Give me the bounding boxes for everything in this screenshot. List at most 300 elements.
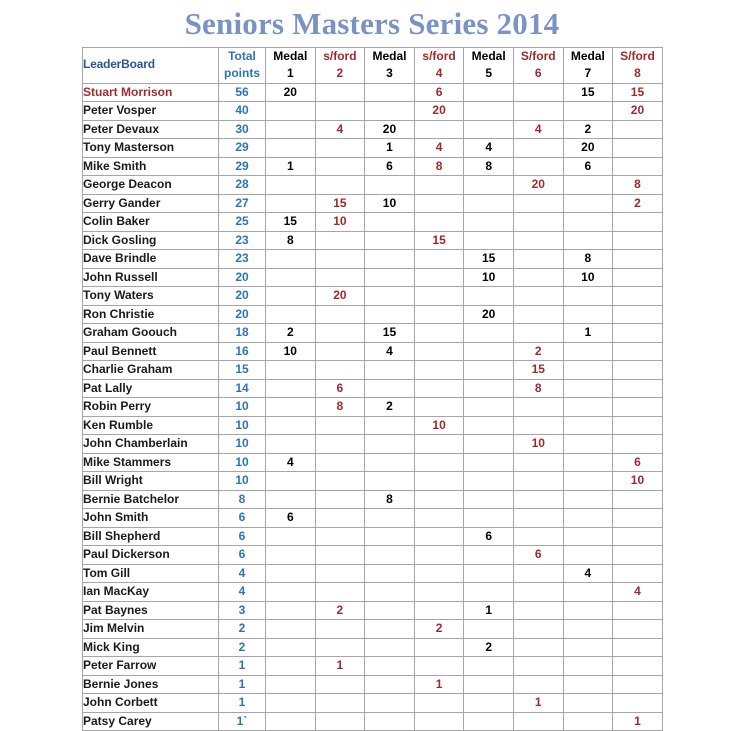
score-cell-event-5 — [464, 675, 514, 694]
score-cell-event-6 — [513, 712, 563, 731]
table-row — [83, 287, 663, 306]
score-cell-event-8 — [613, 287, 663, 306]
score-cell-event-8 — [613, 342, 663, 361]
column-header-leaderboard: LeaderBoard — [83, 47, 219, 83]
score-cell-event-1 — [266, 712, 316, 731]
page-title: Seniors Masters Series 2014 — [184, 6, 560, 41]
score-cell-event-7 — [563, 509, 613, 528]
score-cell-event-3 — [365, 638, 415, 657]
score-cell-event-2 — [315, 527, 365, 546]
score-cell-event-2: 20 — [315, 287, 365, 306]
score-cell-event-5: 6 — [464, 527, 514, 546]
player-total-points: 29 — [219, 139, 266, 158]
player-total-points: 10 — [219, 453, 266, 472]
score-cell-event-4 — [414, 342, 464, 361]
score-cell-event-8 — [613, 398, 663, 417]
score-cell-event-5 — [464, 342, 514, 361]
score-cell-event-5 — [464, 194, 514, 213]
table-row — [83, 305, 663, 324]
player-name: Bill Shepherd — [83, 527, 219, 546]
event-header-number: 2 — [336, 66, 344, 81]
table-row — [83, 509, 663, 528]
score-cell-event-8: 1 — [613, 712, 663, 731]
table-row — [83, 583, 663, 602]
player-name: Stuart Morrison — [83, 83, 219, 102]
score-cell-event-6 — [513, 250, 563, 269]
score-cell-event-7 — [563, 287, 613, 306]
score-cell-event-4 — [414, 694, 464, 713]
score-cell-event-6 — [513, 601, 563, 620]
score-cell-event-7 — [563, 490, 613, 509]
score-cell-event-3: 6 — [365, 157, 415, 176]
score-cell-event-8 — [613, 435, 663, 454]
score-cell-event-3 — [365, 416, 415, 435]
score-cell-event-1 — [266, 194, 316, 213]
event-header-type: Medal — [273, 48, 308, 63]
score-cell-event-2: 10 — [315, 213, 365, 232]
score-cell-event-5: 20 — [464, 305, 514, 324]
score-cell-event-8 — [613, 675, 663, 694]
score-cell-event-5 — [464, 416, 514, 435]
score-cell-event-3 — [365, 379, 415, 398]
player-name: Dave Brindle — [83, 250, 219, 269]
score-cell-event-7 — [563, 712, 613, 731]
score-cell-event-3 — [365, 546, 415, 565]
score-cell-event-3 — [365, 361, 415, 380]
player-name: Jim Melvin — [83, 620, 219, 639]
table-row — [83, 490, 663, 509]
score-cell-event-4: 10 — [414, 416, 464, 435]
score-cell-event-4 — [414, 268, 464, 287]
table-row — [83, 601, 663, 620]
score-cell-event-6 — [513, 657, 563, 676]
player-total-points: 1` — [219, 712, 266, 731]
column-header-event-5 — [464, 47, 514, 83]
score-cell-event-6 — [513, 620, 563, 639]
score-cell-event-5 — [464, 694, 514, 713]
score-cell-event-1 — [266, 564, 316, 583]
score-cell-event-7 — [563, 527, 613, 546]
player-total-points: 20 — [219, 287, 266, 306]
event-header-number: 5 — [485, 66, 493, 81]
score-cell-event-2 — [315, 139, 365, 158]
player-name: Peter Vosper — [83, 102, 219, 121]
score-cell-event-2: 4 — [315, 120, 365, 139]
score-cell-event-1 — [266, 472, 316, 491]
player-total-points: 23 — [219, 231, 266, 250]
score-cell-event-6: 20 — [513, 176, 563, 195]
score-cell-event-5: 8 — [464, 157, 514, 176]
score-cell-event-1 — [266, 102, 316, 121]
score-cell-event-7 — [563, 675, 613, 694]
score-cell-event-7 — [563, 194, 613, 213]
score-cell-event-1 — [266, 176, 316, 195]
table-row — [83, 176, 663, 195]
score-cell-event-4: 1 — [414, 675, 464, 694]
player-name: Charlie Graham — [83, 361, 219, 380]
score-cell-event-6 — [513, 564, 563, 583]
score-cell-event-2: 15 — [315, 194, 365, 213]
score-cell-event-3: 15 — [365, 324, 415, 343]
score-cell-event-1: 8 — [266, 231, 316, 250]
table-row — [83, 675, 663, 694]
score-cell-event-3 — [365, 268, 415, 287]
table-row — [83, 416, 663, 435]
score-cell-event-1 — [266, 638, 316, 657]
score-cell-event-2 — [315, 305, 365, 324]
player-name: Ron Christie — [83, 305, 219, 324]
score-cell-event-6: 10 — [513, 435, 563, 454]
table-row — [83, 712, 663, 731]
player-name: Bill Wright — [83, 472, 219, 491]
score-cell-event-7 — [563, 694, 613, 713]
score-cell-event-1: 15 — [266, 213, 316, 232]
score-cell-event-2 — [315, 361, 365, 380]
score-cell-event-3 — [365, 601, 415, 620]
score-cell-event-8 — [613, 694, 663, 713]
table-row — [83, 139, 663, 158]
score-cell-event-2 — [315, 583, 365, 602]
score-cell-event-3: 10 — [365, 194, 415, 213]
score-cell-event-5 — [464, 102, 514, 121]
player-name: Paul Bennett — [83, 342, 219, 361]
score-cell-event-6 — [513, 398, 563, 417]
score-cell-event-1 — [266, 657, 316, 676]
score-cell-event-8 — [613, 361, 663, 380]
score-cell-event-3 — [365, 435, 415, 454]
score-cell-event-4 — [414, 472, 464, 491]
player-total-points: 1 — [219, 657, 266, 676]
score-cell-event-4 — [414, 453, 464, 472]
score-cell-event-4: 8 — [414, 157, 464, 176]
score-cell-event-8: 2 — [613, 194, 663, 213]
score-cell-event-6 — [513, 509, 563, 528]
player-total-points: 3 — [219, 601, 266, 620]
score-cell-event-6 — [513, 287, 563, 306]
score-cell-event-6 — [513, 213, 563, 232]
score-cell-event-3 — [365, 472, 415, 491]
score-cell-event-1: 6 — [266, 509, 316, 528]
score-cell-event-6 — [513, 416, 563, 435]
table-row — [83, 638, 663, 657]
score-cell-event-5 — [464, 398, 514, 417]
score-cell-event-6 — [513, 231, 563, 250]
score-cell-event-4 — [414, 120, 464, 139]
score-cell-event-7 — [563, 620, 613, 639]
player-name: John Chamberlain — [83, 435, 219, 454]
score-cell-event-1 — [266, 379, 316, 398]
table-row — [83, 213, 663, 232]
score-cell-event-1 — [266, 398, 316, 417]
player-name: Tom Gill — [83, 564, 219, 583]
score-cell-event-7 — [563, 176, 613, 195]
table-row — [83, 398, 663, 417]
column-header-event-6 — [513, 47, 563, 83]
score-cell-event-6 — [513, 527, 563, 546]
score-cell-event-2 — [315, 435, 365, 454]
score-cell-event-5: 1 — [464, 601, 514, 620]
score-cell-event-1 — [266, 527, 316, 546]
score-cell-event-5 — [464, 620, 514, 639]
score-cell-event-6 — [513, 305, 563, 324]
score-cell-event-7: 2 — [563, 120, 613, 139]
score-cell-event-5 — [464, 213, 514, 232]
table-row — [83, 564, 663, 583]
score-cell-event-2 — [315, 342, 365, 361]
player-total-points: 2 — [219, 620, 266, 639]
player-total-points: 4 — [219, 583, 266, 602]
score-cell-event-8 — [613, 490, 663, 509]
score-cell-event-5 — [464, 583, 514, 602]
player-name: Pat Baynes — [83, 601, 219, 620]
score-cell-event-7 — [563, 453, 613, 472]
score-cell-event-5 — [464, 83, 514, 102]
score-cell-event-4 — [414, 287, 464, 306]
column-header-event-4 — [414, 47, 464, 83]
score-cell-event-4 — [414, 361, 464, 380]
player-name: Mick King — [83, 638, 219, 657]
score-cell-event-5 — [464, 472, 514, 491]
score-cell-event-2: 6 — [315, 379, 365, 398]
score-cell-event-8: 15 — [613, 83, 663, 102]
score-cell-event-1: 2 — [266, 324, 316, 343]
score-cell-event-3 — [365, 305, 415, 324]
player-total-points: 10 — [219, 398, 266, 417]
score-cell-event-5 — [464, 564, 514, 583]
score-cell-event-7: 8 — [563, 250, 613, 269]
score-cell-event-7 — [563, 546, 613, 565]
score-cell-event-3 — [365, 176, 415, 195]
score-cell-event-6: 15 — [513, 361, 563, 380]
score-cell-event-5 — [464, 361, 514, 380]
score-cell-event-8: 4 — [613, 583, 663, 602]
score-cell-event-3: 8 — [365, 490, 415, 509]
score-cell-event-8 — [613, 620, 663, 639]
player-name: Patsy Carey — [83, 712, 219, 731]
header-row — [83, 47, 663, 83]
score-cell-event-8: 20 — [613, 102, 663, 121]
score-cell-event-2 — [315, 712, 365, 731]
event-header-number: 8 — [634, 66, 641, 81]
score-cell-event-3 — [365, 712, 415, 731]
table-row — [83, 83, 663, 102]
score-cell-event-2 — [315, 675, 365, 694]
score-cell-event-1 — [266, 620, 316, 639]
table-row — [83, 194, 663, 213]
score-cell-event-2: 1 — [315, 657, 365, 676]
player-name: Paul Dickerson — [83, 546, 219, 565]
score-cell-event-2 — [315, 546, 365, 565]
total-points-line2: points — [224, 66, 260, 81]
score-cell-event-2 — [315, 324, 365, 343]
table-row — [83, 435, 663, 454]
score-cell-event-7: 6 — [563, 157, 613, 176]
score-cell-event-5 — [464, 324, 514, 343]
score-cell-event-8 — [613, 231, 663, 250]
score-cell-event-2 — [315, 102, 365, 121]
score-cell-event-4 — [414, 213, 464, 232]
score-cell-event-4 — [414, 305, 464, 324]
event-header-number: 6 — [534, 66, 542, 81]
player-name: Mike Smith — [83, 157, 219, 176]
score-cell-event-3 — [365, 694, 415, 713]
column-header-event-7 — [563, 47, 613, 83]
score-cell-event-2 — [315, 268, 365, 287]
score-cell-event-1 — [266, 583, 316, 602]
score-cell-event-8 — [613, 268, 663, 287]
table-row — [83, 546, 663, 565]
score-cell-event-8 — [613, 527, 663, 546]
score-cell-event-3 — [365, 527, 415, 546]
score-cell-event-8 — [613, 250, 663, 269]
event-header-type: s/ford — [323, 48, 357, 63]
score-cell-event-4: 2 — [414, 620, 464, 639]
score-cell-event-4 — [414, 250, 464, 269]
player-name: Ken Rumble — [83, 416, 219, 435]
player-name: Gerry Gander — [83, 194, 219, 213]
score-cell-event-8 — [613, 324, 663, 343]
score-cell-event-7 — [563, 342, 613, 361]
score-cell-event-4 — [414, 564, 464, 583]
event-header-number: 1 — [286, 66, 294, 81]
player-name: Bernie Batchelor — [83, 490, 219, 509]
player-total-points: 8 — [219, 490, 266, 509]
score-cell-event-7 — [563, 638, 613, 657]
score-cell-event-2 — [315, 638, 365, 657]
score-cell-event-7 — [563, 213, 613, 232]
score-cell-event-3 — [365, 102, 415, 121]
score-cell-event-2 — [315, 490, 365, 509]
player-total-points: 27 — [219, 194, 266, 213]
score-cell-event-7: 1 — [563, 324, 613, 343]
score-cell-event-7 — [563, 361, 613, 380]
player-total-points: 10 — [219, 472, 266, 491]
score-cell-event-7 — [563, 435, 613, 454]
score-cell-event-4 — [414, 379, 464, 398]
score-cell-event-6 — [513, 157, 563, 176]
score-cell-event-8 — [613, 638, 663, 657]
score-cell-event-4 — [414, 490, 464, 509]
leaderboard-table — [82, 47, 663, 731]
table-row — [83, 620, 663, 639]
score-cell-event-7 — [563, 305, 613, 324]
table-row — [83, 342, 663, 361]
score-cell-event-6 — [513, 194, 563, 213]
score-cell-event-3 — [365, 213, 415, 232]
player-total-points: 6 — [219, 546, 266, 565]
score-cell-event-3 — [365, 231, 415, 250]
score-cell-event-7: 10 — [563, 268, 613, 287]
event-header-type: S/ford — [620, 48, 655, 63]
score-cell-event-8 — [613, 379, 663, 398]
score-cell-event-8 — [613, 546, 663, 565]
score-cell-event-7 — [563, 102, 613, 121]
score-cell-event-5 — [464, 120, 514, 139]
player-total-points: 40 — [219, 102, 266, 121]
score-cell-event-2 — [315, 509, 365, 528]
score-cell-event-3 — [365, 83, 415, 102]
player-total-points: 28 — [219, 176, 266, 195]
total-points-line1: Total — [228, 48, 256, 63]
score-cell-event-5: 15 — [464, 250, 514, 269]
score-cell-event-3 — [365, 583, 415, 602]
column-header-event-3 — [365, 47, 415, 83]
score-cell-event-3 — [365, 657, 415, 676]
score-cell-event-7 — [563, 472, 613, 491]
score-cell-event-5 — [464, 176, 514, 195]
score-cell-event-6 — [513, 324, 563, 343]
score-cell-event-1 — [266, 601, 316, 620]
score-cell-event-4 — [414, 601, 464, 620]
score-cell-event-1 — [266, 361, 316, 380]
score-cell-event-8 — [613, 509, 663, 528]
player-total-points: 10 — [219, 435, 266, 454]
player-name: Peter Devaux — [83, 120, 219, 139]
table-body — [83, 83, 663, 731]
score-cell-event-2 — [315, 231, 365, 250]
player-total-points: 20 — [219, 305, 266, 324]
score-cell-event-7 — [563, 601, 613, 620]
score-cell-event-1: 4 — [266, 453, 316, 472]
score-cell-event-8: 10 — [613, 472, 663, 491]
score-cell-event-3 — [365, 250, 415, 269]
table-header — [83, 47, 663, 83]
score-cell-event-3: 1 — [365, 139, 415, 158]
leaderboard-container — [82, 47, 662, 731]
score-cell-event-1 — [266, 416, 316, 435]
score-cell-event-3: 4 — [365, 342, 415, 361]
table-row — [83, 361, 663, 380]
score-cell-event-2 — [315, 416, 365, 435]
player-name: Pat Lally — [83, 379, 219, 398]
table-row — [83, 157, 663, 176]
player-total-points: 30 — [219, 120, 266, 139]
score-cell-event-2 — [315, 250, 365, 269]
score-cell-event-6 — [513, 675, 563, 694]
score-cell-event-4 — [414, 176, 464, 195]
score-cell-event-4 — [414, 712, 464, 731]
score-cell-event-2 — [315, 620, 365, 639]
score-cell-event-6 — [513, 268, 563, 287]
player-total-points: 56 — [219, 83, 266, 102]
table-row — [83, 472, 663, 491]
player-name: Peter Farrow — [83, 657, 219, 676]
player-name: John Russell — [83, 268, 219, 287]
score-cell-event-4 — [414, 527, 464, 546]
score-cell-event-1: 10 — [266, 342, 316, 361]
player-name: Bernie Jones — [83, 675, 219, 694]
score-cell-event-2 — [315, 472, 365, 491]
player-total-points: 1 — [219, 694, 266, 713]
score-cell-event-2 — [315, 453, 365, 472]
score-cell-event-8 — [613, 157, 663, 176]
event-header-type: s/ford — [422, 48, 456, 63]
player-total-points: 20 — [219, 268, 266, 287]
score-cell-event-4 — [414, 638, 464, 657]
score-cell-event-6 — [513, 490, 563, 509]
score-cell-event-3: 2 — [365, 398, 415, 417]
player-name: John Smith — [83, 509, 219, 528]
score-cell-event-3 — [365, 287, 415, 306]
score-cell-event-7 — [563, 583, 613, 602]
score-cell-event-3 — [365, 564, 415, 583]
event-header-type: Medal — [471, 48, 506, 63]
score-cell-event-7 — [563, 657, 613, 676]
score-cell-event-2 — [315, 157, 365, 176]
score-cell-event-7: 20 — [563, 139, 613, 158]
score-cell-event-5 — [464, 712, 514, 731]
score-cell-event-7 — [563, 398, 613, 417]
